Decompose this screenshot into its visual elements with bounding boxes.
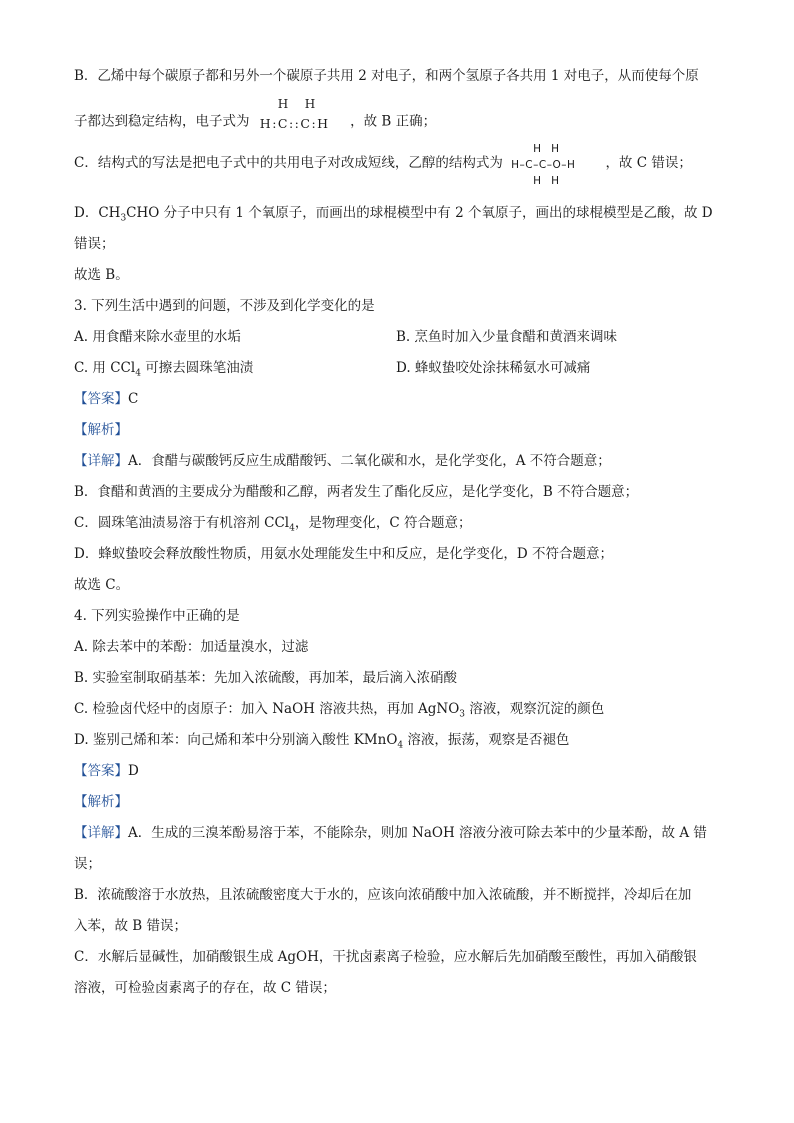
answer-value: C: [128, 391, 139, 407]
question-3-option-c: [74, 358, 253, 384]
paragraph-b-line2: [74, 97, 437, 138]
paragraph-d-ch: D．CH: [74, 205, 121, 221]
q4-option-c-sub: 3: [459, 709, 466, 720]
question-4-explanation-b-line2: 入苯，故 B 错误；: [74, 918, 188, 934]
explanation-a-text: A．食醋与碳酸钙反应生成醋酸钙、二氧化碳和水，是化学变化，A 不符合题意；: [128, 453, 611, 469]
q4-option-c-rest: 溶液，观察沉淀的颜色: [465, 701, 605, 717]
question-4-option-c: [74, 699, 604, 725]
paragraph-d-line1: [74, 203, 713, 229]
paragraph-b-text: 子都达到稳定结构，电子式为: [74, 113, 250, 130]
question-4-stem: 4. 下列实验操作中正确的是: [74, 608, 240, 624]
q4-option-d-sub: 4: [397, 740, 404, 751]
question-3-option-d: D. 蜂蚁蛰咬处涂抹稀氨水可减痛: [396, 360, 591, 376]
answer-tag: 【答案】: [74, 391, 128, 407]
option-c-sub: 4: [135, 368, 141, 379]
q4-explanation-a-text: A．生成的三溴苯酚易溶于苯，不能除杂，则加 NaOH 溶液分液可除去苯中的少量苯酚，故 A 错: [128, 825, 707, 841]
formula-h-top-1: H: [277, 97, 289, 111]
q4-answer-tag: 【答案】: [74, 763, 128, 779]
paragraph-b-conclusion: ，故 B 正确；: [350, 113, 437, 130]
formula-h-top-2: H: [304, 97, 316, 111]
ethanol-structural-formula: [511, 142, 597, 187]
question-3-option-b: B. 烹鱼时加入少量食醋和黄酒来调味: [396, 329, 618, 345]
question-3-explanation-a: [74, 451, 611, 471]
question-4-explanation-a-line2: 误；: [74, 856, 101, 872]
question-3-analysis-tag: 【解析】: [74, 422, 128, 438]
question-4-analysis-tag: 【解析】: [74, 794, 128, 810]
question-3-explanation-d: D．蜂蚁蛰咬会释放酸性物质，用氨水处理能发生中和反应，是化学变化，D 不符合题意；: [74, 546, 613, 562]
option-c-text: C. 用 CCl: [74, 360, 136, 376]
question-4-explanation-c-line2: 溶液，可检验卤素离子的存在，故 C 错误；: [74, 980, 336, 996]
option-c-rest: 可擦去圆珠笔油渍: [140, 360, 254, 376]
formula-main: H:C::C:H: [259, 116, 330, 131]
sf-bottom-h2: H: [551, 174, 560, 187]
question-4-answer: [74, 761, 139, 781]
ethylene-electron-formula: [258, 97, 342, 138]
paragraph-b-line1: B．乙烯中每个碳原子都和另外一个碳原子共用 2 对电子，和两个氢原子各共用 1 对电子，从而使每个原: [74, 68, 699, 84]
conclusion-1: 故选 B。: [74, 267, 129, 283]
question-3-explanation-c: [74, 513, 471, 539]
explanation-c-text: C．圆珠笔油渍易溶于有机溶剂 CCl: [74, 515, 290, 531]
q4-detail-tag: 【详解】: [74, 825, 128, 841]
sf-main: H–C–C–O–H: [511, 158, 576, 171]
sf-top-h1: H: [533, 142, 542, 155]
question-3-answer: [74, 389, 138, 409]
question-4-option-d: [74, 730, 569, 756]
paragraph-c-text: C．结构式的写法是把电子式中的共用电子对改成短线，乙醇的结构式为: [74, 155, 503, 171]
detail-tag: 【详解】: [74, 453, 128, 469]
question-4-explanation-a-line1: [74, 823, 707, 843]
question-4-option-b: B. 实验室制取硝基苯：先加入浓硫酸，再加苯，最后滴入浓硝酸: [74, 670, 458, 686]
q4-option-d-rest: 溶液，振荡，观察是否褪色: [403, 732, 570, 748]
question-3-conclusion: 故选 C。: [74, 577, 130, 593]
paragraph-d-text: CHO 分子中只有 1 个氧原子，而画出的球棍模型中有 2 个氧原子，画出的球棍模型是乙酸，故 D: [126, 205, 713, 221]
question-4-explanation-c-line1: C．水解后显碱性，加硝酸银生成 AgOH，干扰卤素离子检验，应水解后先加硝酸至酸性，再加入硝酸银: [74, 949, 697, 965]
sf-top-h2: H: [551, 142, 560, 155]
q4-option-c-text: C. 检验卤代烃中的卤原子：加入 NaOH 溶液共热，再加 AgNO: [74, 701, 460, 717]
question-3-option-a: A. 用食醋来除水壶里的水垢: [74, 329, 241, 345]
paragraph-d-sub: 3: [120, 213, 127, 224]
paragraph-c: [74, 142, 692, 187]
q4-option-d-text: D. 鉴别己烯和苯：向己烯和苯中分别滴入酸性 KMnO: [74, 732, 398, 748]
question-3-stem: 3. 下列生活中遇到的问题，不涉及到化学变化的是: [74, 298, 375, 314]
sf-bottom-h1: H: [533, 174, 542, 187]
explanation-c-sub: 4: [289, 523, 295, 534]
paragraph-d-line2: 错误；: [74, 236, 115, 252]
q4-answer-value: D: [128, 763, 139, 779]
paragraph-c-conclusion: ，故 C 错误；: [605, 155, 692, 171]
question-3-explanation-b: B．食醋和黄酒的主要成分为醋酸和乙醇，两者发生了酯化反应，是化学变化，B 不符合题意；: [74, 484, 639, 500]
question-4-explanation-b-line1: B．浓硫酸溶于水放热，且浓硫酸密度大于水的，应该向浓硝酸中加入浓硫酸，并不断搅拌，冷却后在加: [74, 887, 692, 903]
question-4-option-a: A. 除去苯中的苯酚：加适量溴水，过滤: [74, 639, 309, 655]
explanation-c-rest: ，是物理变化，C 符合题意；: [294, 515, 472, 531]
